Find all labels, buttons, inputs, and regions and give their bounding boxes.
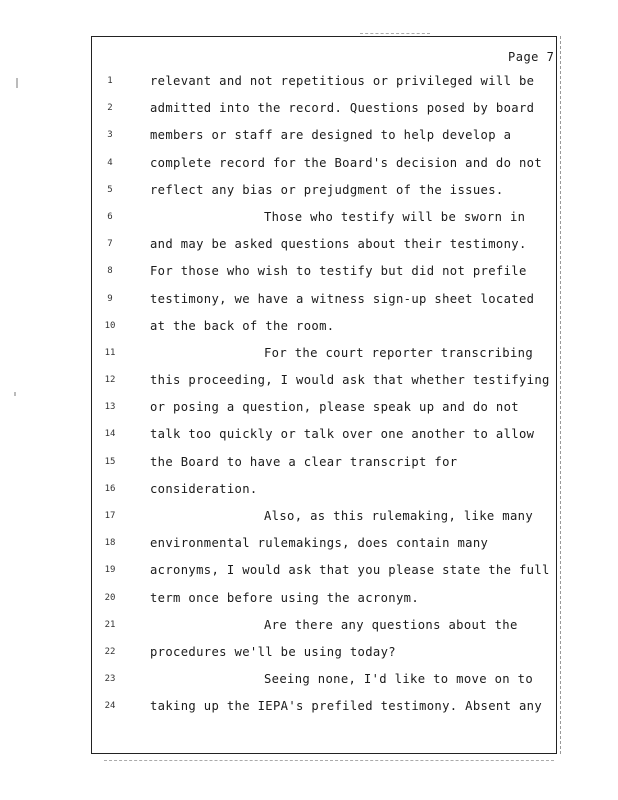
top-scan-artifact [360,33,430,34]
line-text: talk too quickly or talk over one another to allow [150,427,535,442]
line-text: testimony, we have a witness sign-up sheet located [150,291,535,306]
bottom-scan-artifact [104,760,554,761]
line-text: Are there any questions about the [264,617,518,632]
line-text: admitted into the record. Questions posed by board [150,101,535,116]
transcript-line [100,313,550,340]
transcript-line [100,258,550,285]
line-number: 19 [104,565,116,576]
line-text: relevant and not repetitious or privileged will be [150,74,535,88]
transcript-line [100,367,550,394]
transcript-line [100,122,550,149]
line-text: and may be asked questions about their testimony. [150,237,527,252]
line-text: Those who testify will be sworn in [264,209,526,224]
line-number: 21 [104,619,116,630]
line-number: 22 [104,646,116,657]
line-number: 23 [104,674,116,685]
line-text: at the back of the room. [150,318,335,333]
page-number: Page 7 [508,50,555,64]
left-margin-speck [14,392,16,396]
line-text: or posing a question, please speak up and do not [150,400,519,415]
transcript-line [100,340,550,367]
line-text: term once before using the acronym. [150,590,420,605]
line-number: 12 [104,375,116,386]
line-number: 9 [107,293,113,304]
line-text: consideration. [150,481,258,496]
line-text: Seeing none, I'd like to move on to [264,672,534,687]
transcript-line [100,612,550,639]
line-text: reflect any bias or prejudgment of the issues. [150,182,504,197]
line-text: the Board to have a clear transcript for [150,454,458,469]
line-number: 8 [107,266,113,277]
line-number: 24 [104,701,116,712]
line-number: 18 [104,538,116,549]
transcript-line [100,585,550,612]
line-text: acronyms, I would ask that you please state the full [150,563,550,578]
line-number: 13 [104,402,116,413]
transcript-line [100,177,550,204]
transcript-line [100,68,550,95]
right-margin-dashed-line [560,36,561,754]
line-text: this proceeding, I would ask that whether testifying [150,373,550,388]
line-text: For the court reporter transcribing [264,345,534,360]
line-number: 16 [104,483,116,494]
line-number: 2 [107,103,113,114]
line-text: procedures we'll be using today? [150,644,396,659]
transcript-line [100,421,550,448]
line-text: environmental rulemakings, does contain many [150,536,489,551]
line-number: 14 [104,429,116,440]
transcript-line [100,530,550,557]
transcript-line [100,666,550,693]
transcript-line [100,204,550,231]
left-margin-speck [16,78,18,88]
transcript-line [100,286,550,313]
line-number: 20 [104,592,116,603]
transcript-line [100,639,550,666]
line-number: 17 [104,511,116,521]
line-number: 1 [107,76,113,86]
transcript-line [100,557,550,584]
line-number: 10 [104,320,116,331]
line-number: 7 [107,239,113,250]
line-number: 4 [107,157,113,168]
transcript-line [100,231,550,258]
transcript-line [100,503,550,530]
transcript-line [100,95,550,122]
line-number: 5 [107,184,113,195]
transcript-line [100,693,550,720]
line-text: Also, as this rulemaking, like many [264,509,534,523]
line-number: 11 [104,347,116,358]
transcript-line [100,394,550,421]
line-text: members or staff are designed to help develop a [150,128,512,143]
line-text: taking up the IEPA's prefiled testimony. Absent any [150,699,543,714]
line-number: 15 [104,456,116,467]
line-number: 6 [107,211,113,222]
transcript-line [100,449,550,476]
line-text: For those who wish to testify but did not prefile [150,264,527,279]
line-text: complete record for the Board's decision and do not [150,155,543,170]
transcript-body [100,68,550,721]
transcript-line [100,150,550,177]
transcript-line [100,476,550,503]
line-number: 3 [107,130,113,141]
